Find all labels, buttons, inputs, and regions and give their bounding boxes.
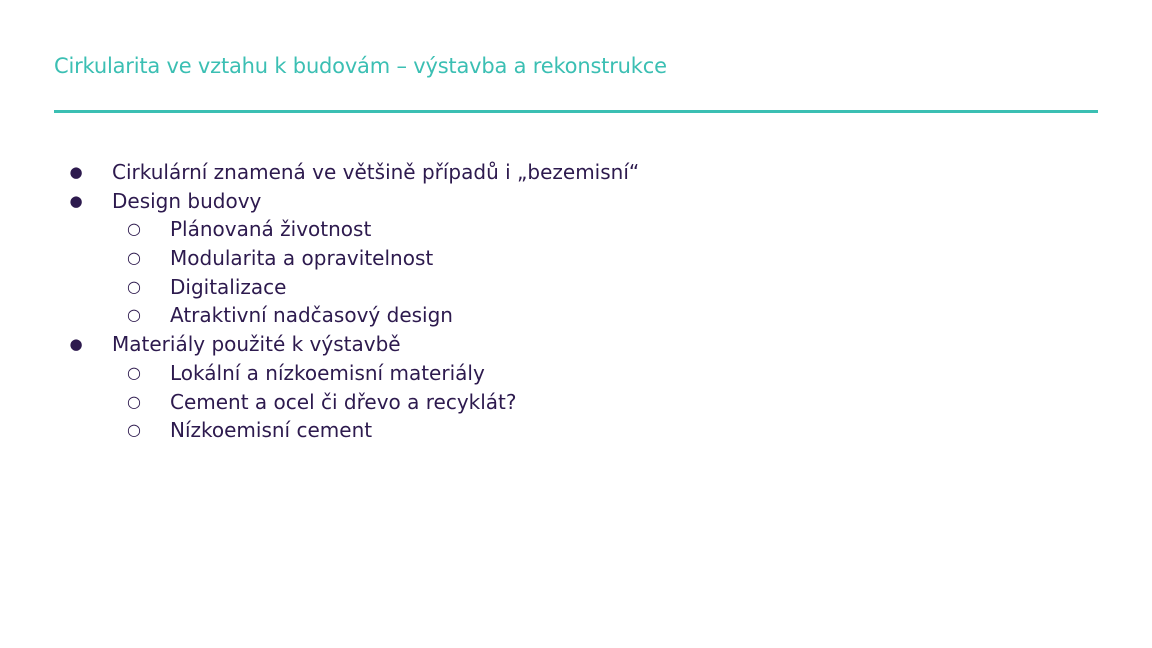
list-item-text: Materiály použité k výstavbě bbox=[112, 332, 401, 357]
list-item bbox=[0, 416, 1152, 445]
bullet-circle-icon: ○ bbox=[127, 362, 141, 382]
list-item-text: Modularita a opravitelnost bbox=[170, 246, 434, 271]
list-item-text: Lokální a nízkoemisní materiály bbox=[170, 360, 485, 385]
list-item bbox=[0, 388, 1152, 417]
list-item bbox=[0, 301, 1152, 330]
list-item bbox=[0, 359, 1152, 388]
title-divider bbox=[54, 110, 1098, 113]
bullet-dot-icon: ● bbox=[69, 335, 83, 354]
list-item bbox=[0, 273, 1152, 302]
list-item bbox=[0, 158, 1152, 187]
list-item-text: Plánovaná životnost bbox=[170, 217, 372, 242]
bullet-dot-icon: ● bbox=[69, 191, 83, 210]
list-item bbox=[0, 244, 1152, 273]
bullet-list bbox=[0, 158, 1152, 445]
list-item bbox=[0, 187, 1152, 216]
bullet-dot-icon: ● bbox=[69, 163, 83, 181]
list-item-text: Atraktivní nadčasový design bbox=[170, 303, 453, 328]
list-item bbox=[0, 215, 1152, 244]
slide-title: Cirkularita ve vztahu k budovám – výstavba a rekonstrukce bbox=[54, 54, 667, 78]
bullet-circle-icon: ○ bbox=[127, 276, 141, 296]
bullet-circle-icon: ○ bbox=[127, 219, 141, 239]
list-item-text: Cement a ocel či dřevo a recyklát? bbox=[170, 389, 517, 414]
bullet-circle-icon: ○ bbox=[127, 248, 141, 268]
list-item-text: Digitalizace bbox=[170, 274, 287, 299]
list-item-text: Nízkoemisní cement bbox=[170, 418, 373, 443]
list-item bbox=[0, 330, 1152, 359]
bullet-circle-icon: ○ bbox=[127, 391, 141, 411]
list-item-text: Design budovy bbox=[112, 188, 262, 213]
bullet-circle-icon: ○ bbox=[127, 305, 141, 325]
bullet-circle-icon: ○ bbox=[127, 420, 141, 440]
list-item-text: Cirkulární znamená ve většině případů i „bezemisní“ bbox=[112, 160, 640, 184]
